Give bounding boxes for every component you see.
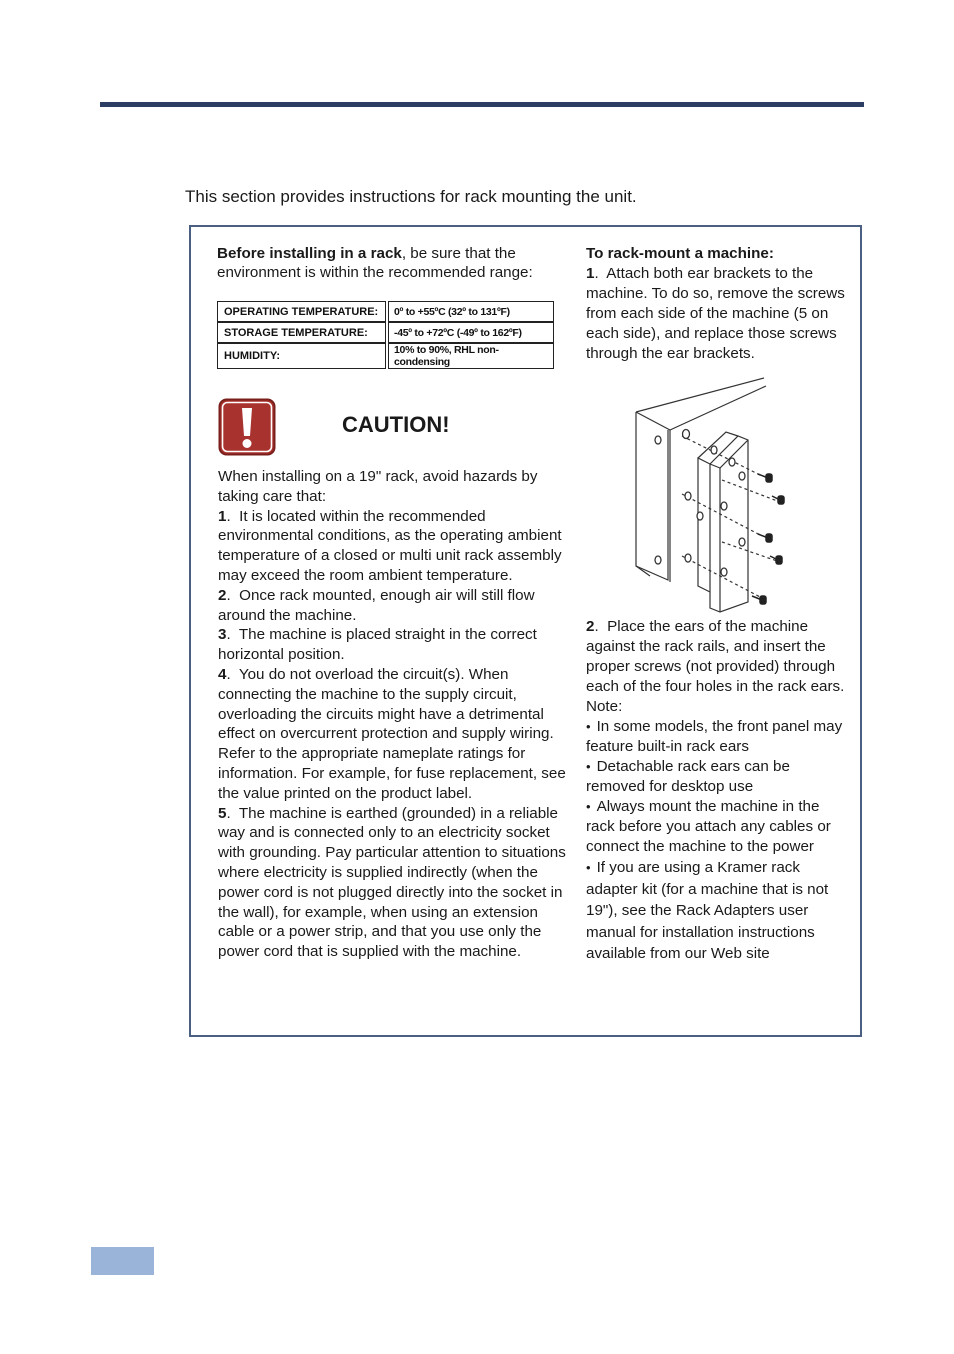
caution-lead: When installing on a 19" rack, avoid hazards by taking care that:: [218, 468, 538, 505]
env-label: OPERATING TEMPERATURE:: [217, 301, 386, 322]
rack-step-2: 2. Place the ears of the machine against the rack rails, and insert the proper screws (not provided) through each of the four holes in the rack ears.: [586, 618, 845, 695]
environment-lead-rest: , be sure that the environment is within the recommended range:: [217, 245, 533, 281]
list-item: 1. It is located within the recommended environmental conditions, as the operating ambient temperature of a closed or multi unit rack assembly may exceed the room ambient temperature.: [218, 507, 562, 584]
list-item: 5. The machine is earthed (grounded) in a reliable way and is connected only to an electricity socket with grounding. Pay particular attention to situations where electricity is supplied indirectly (when the power cord is not plugged directly into the socket in the wall), for example, when using an extension cable or a power strip, and that you use only the power cord that is supplied with the machine.: [218, 804, 566, 961]
caution-body: [218, 467, 574, 962]
note-label: Note:: [586, 698, 623, 715]
rack-step-1: 1. Attach both ear brackets to the machine. To do so, remove the screws from each side of the machine (5 on each side), and replace those screws through the ear brackets.: [586, 265, 845, 362]
rack-mount-steps: [586, 244, 848, 364]
list-item: 4. You do not overload the circuit(s). When connecting the machine to the supply circuit, overloading the circuits might have a detrimental effect on overcurrent protection and supply wiring. Refer to the appropriate nameplate ratings for information. For example, for fuse replacement, see the value printed on the product label.: [218, 665, 566, 802]
environment-table: [217, 301, 554, 369]
note-item: • In some models, the front panel may feature built-in rack ears: [586, 717, 848, 757]
intro-text: This section provides instructions for rack mounting the unit.: [185, 187, 637, 206]
table-row: [217, 343, 554, 369]
caution-icon: [218, 398, 276, 456]
list-item: 2. Once rack mounted, enough air will still flow around the machine.: [218, 586, 535, 624]
note-item: • Always mount the machine in the rack before you attach any cables or connect the machine to the power: [586, 797, 848, 857]
header-rule: [100, 102, 864, 107]
rack-step-2-and-notes: [586, 617, 848, 965]
note-item: • Detachable rack ears can be removed for desktop use: [586, 757, 848, 797]
rack-ear-diagram: [622, 376, 792, 616]
environment-lead-bold: Before installing in a rack: [217, 245, 402, 262]
caution-title: CAUTION!: [342, 412, 450, 437]
env-label: HUMIDITY:: [217, 343, 386, 369]
env-value: 10% to 90%, RHL non-condensing: [388, 343, 554, 369]
table-row: [217, 301, 554, 322]
env-label: STORAGE TEMPERATURE:: [217, 322, 386, 343]
table-row: [217, 322, 554, 343]
list-item: 3. The machine is placed straight in the correct horizontal position.: [218, 626, 537, 664]
environment-intro: [217, 244, 573, 282]
env-value: 0º to +55ºC (32º to 131ºF): [388, 301, 554, 322]
page-number-tab: [91, 1247, 154, 1275]
note-item: • If you are using a Kramer rack adapter kit (for a machine that is not 19"), see the Rack Adapters user manual for installation instructions available from our Web site: [586, 857, 848, 965]
env-value: -45º to +72ºC (-49º to 162ºF): [388, 322, 554, 343]
rack-title: To rack-mount a machine:: [586, 245, 774, 262]
